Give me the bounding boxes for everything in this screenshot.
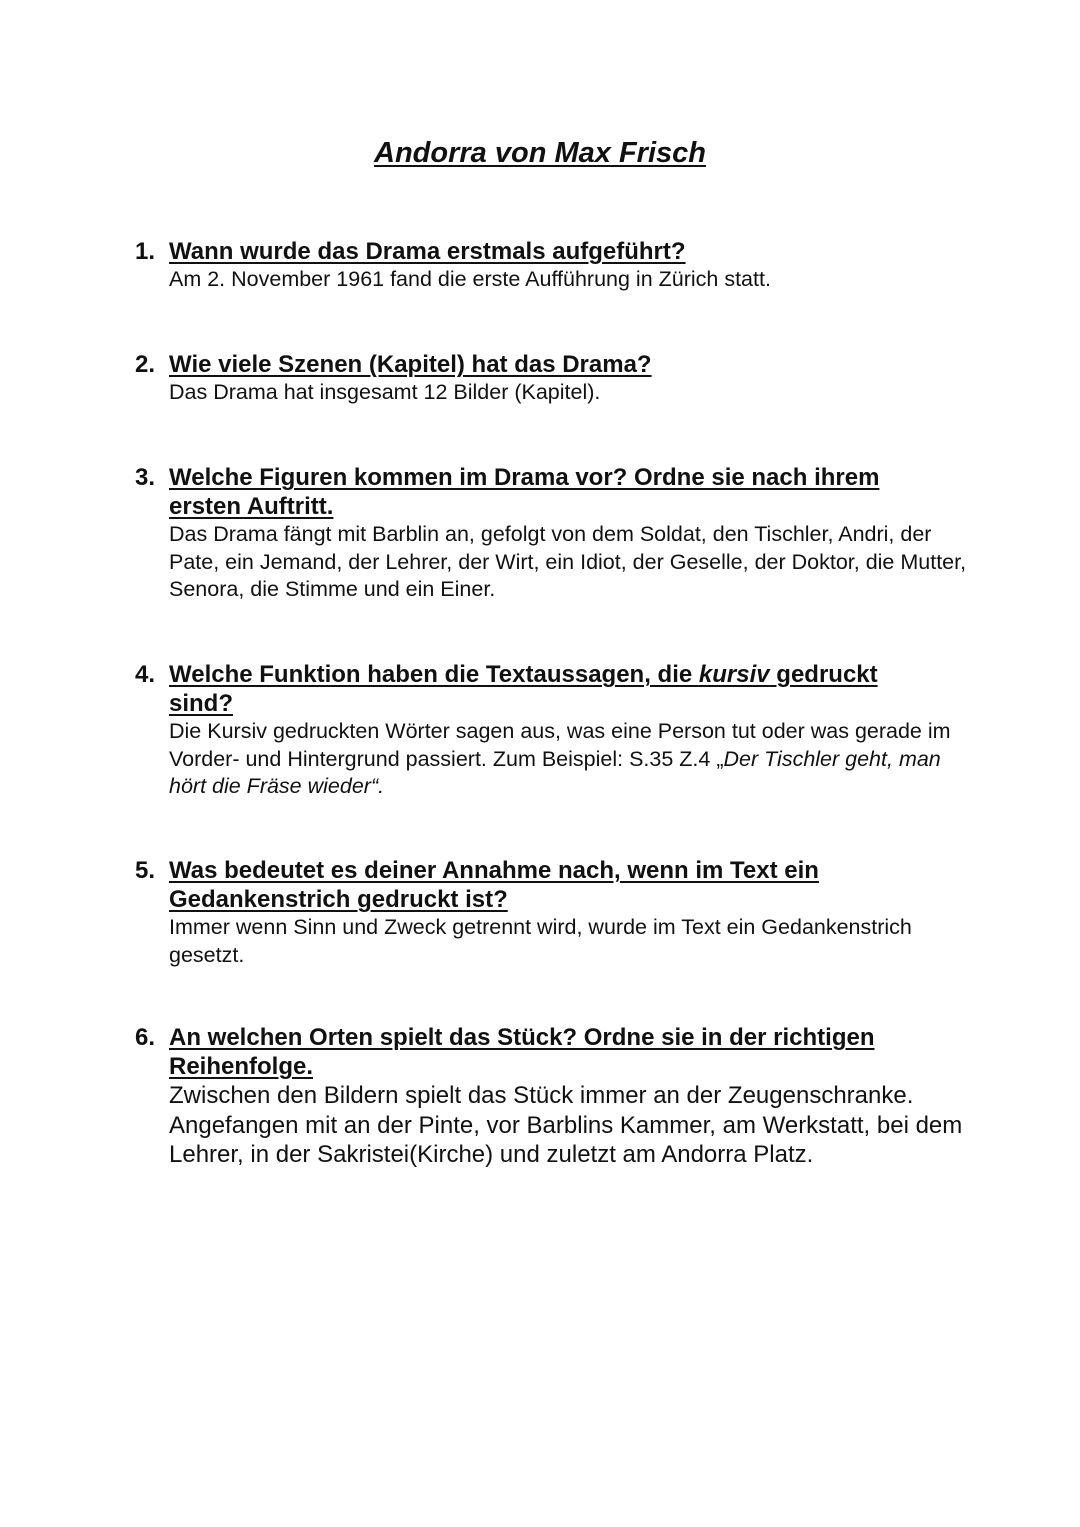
question-text — [169, 660, 939, 718]
question-text: Wie viele Szenen (Kapitel) hat das Drama? — [169, 351, 652, 378]
question-number: 3. — [135, 464, 156, 491]
answer-text: Am 2. November 1961 fand die erste Aufführung in Zürich statt. — [169, 267, 771, 291]
question-number: 5. — [135, 857, 156, 884]
question-text-part: Welche Funktion haben die Textaussagen, die — [169, 661, 699, 688]
answer-text — [169, 718, 979, 801]
question-item-1 — [135, 237, 985, 294]
question-item-6 — [135, 1023, 985, 1170]
question-number: 6. — [135, 1024, 156, 1051]
answer-italic-quote: Der Tischler geht, man hört die Fräse wieder“. — [169, 746, 941, 798]
question-number: 1. — [135, 238, 156, 265]
question-item-4 — [135, 660, 985, 801]
page-title: Andorra von Max Frisch — [374, 137, 706, 169]
question-text: An welchen Orten spielt das Stück? Ordne sie in der richtigen Reihenfolge. — [169, 1024, 875, 1080]
answer-text: Das Drama hat insgesamt 12 Bilder (Kapitel). — [169, 380, 601, 404]
question-item-2 — [135, 350, 985, 407]
question-text: Was bedeutet es deiner Annahme nach, wenn im Text ein Gedankenstrich gedruckt ist? — [169, 857, 819, 913]
question-item-5 — [135, 856, 985, 969]
answer-text: Zwischen den Bildern spielt das Stück immer an der Zeugenschranke. Angefangen mit an der Pinte, vor Barblins Kammer, am Werkstatt, bei dem Lehrer, in der Sakristei(Kirche) und zuletzt am Andorra Platz. — [169, 1082, 963, 1168]
question-item-3 — [135, 463, 985, 604]
question-text-part: gedruckt sind? — [169, 661, 878, 717]
question-text: Welche Figuren kommen im Drama vor? Ordne sie nach ihrem ersten Auftritt. — [169, 464, 880, 520]
question-italic-word: kursiv — [698, 661, 770, 688]
question-text: Wann wurde das Drama erstmals aufgeführt? — [169, 238, 686, 265]
question-number: 4. — [135, 661, 156, 688]
answer-text: Immer wenn Sinn und Zweck getrennt wird, wurde im Text ein Gedankenstrich gesetzt. — [169, 915, 912, 967]
answer-text-part: Die Kursiv gedruckten Wörter sagen aus, was eine Person tut oder was gerade im Vorder- und Hintergrund passiert. Zum Beispiel: S.35 Z.4 „ — [169, 719, 951, 771]
answer-text: Das Drama fängt mit Barblin an, gefolgt von dem Soldat, den Tischler, Andri, der Pate, ein Jemand, der Lehrer, der Wirt, ein Idiot, der Geselle, der Doktor, die Mutter, Senora, die Stimme und ein Einer. — [169, 522, 967, 601]
question-number: 2. — [135, 351, 156, 378]
